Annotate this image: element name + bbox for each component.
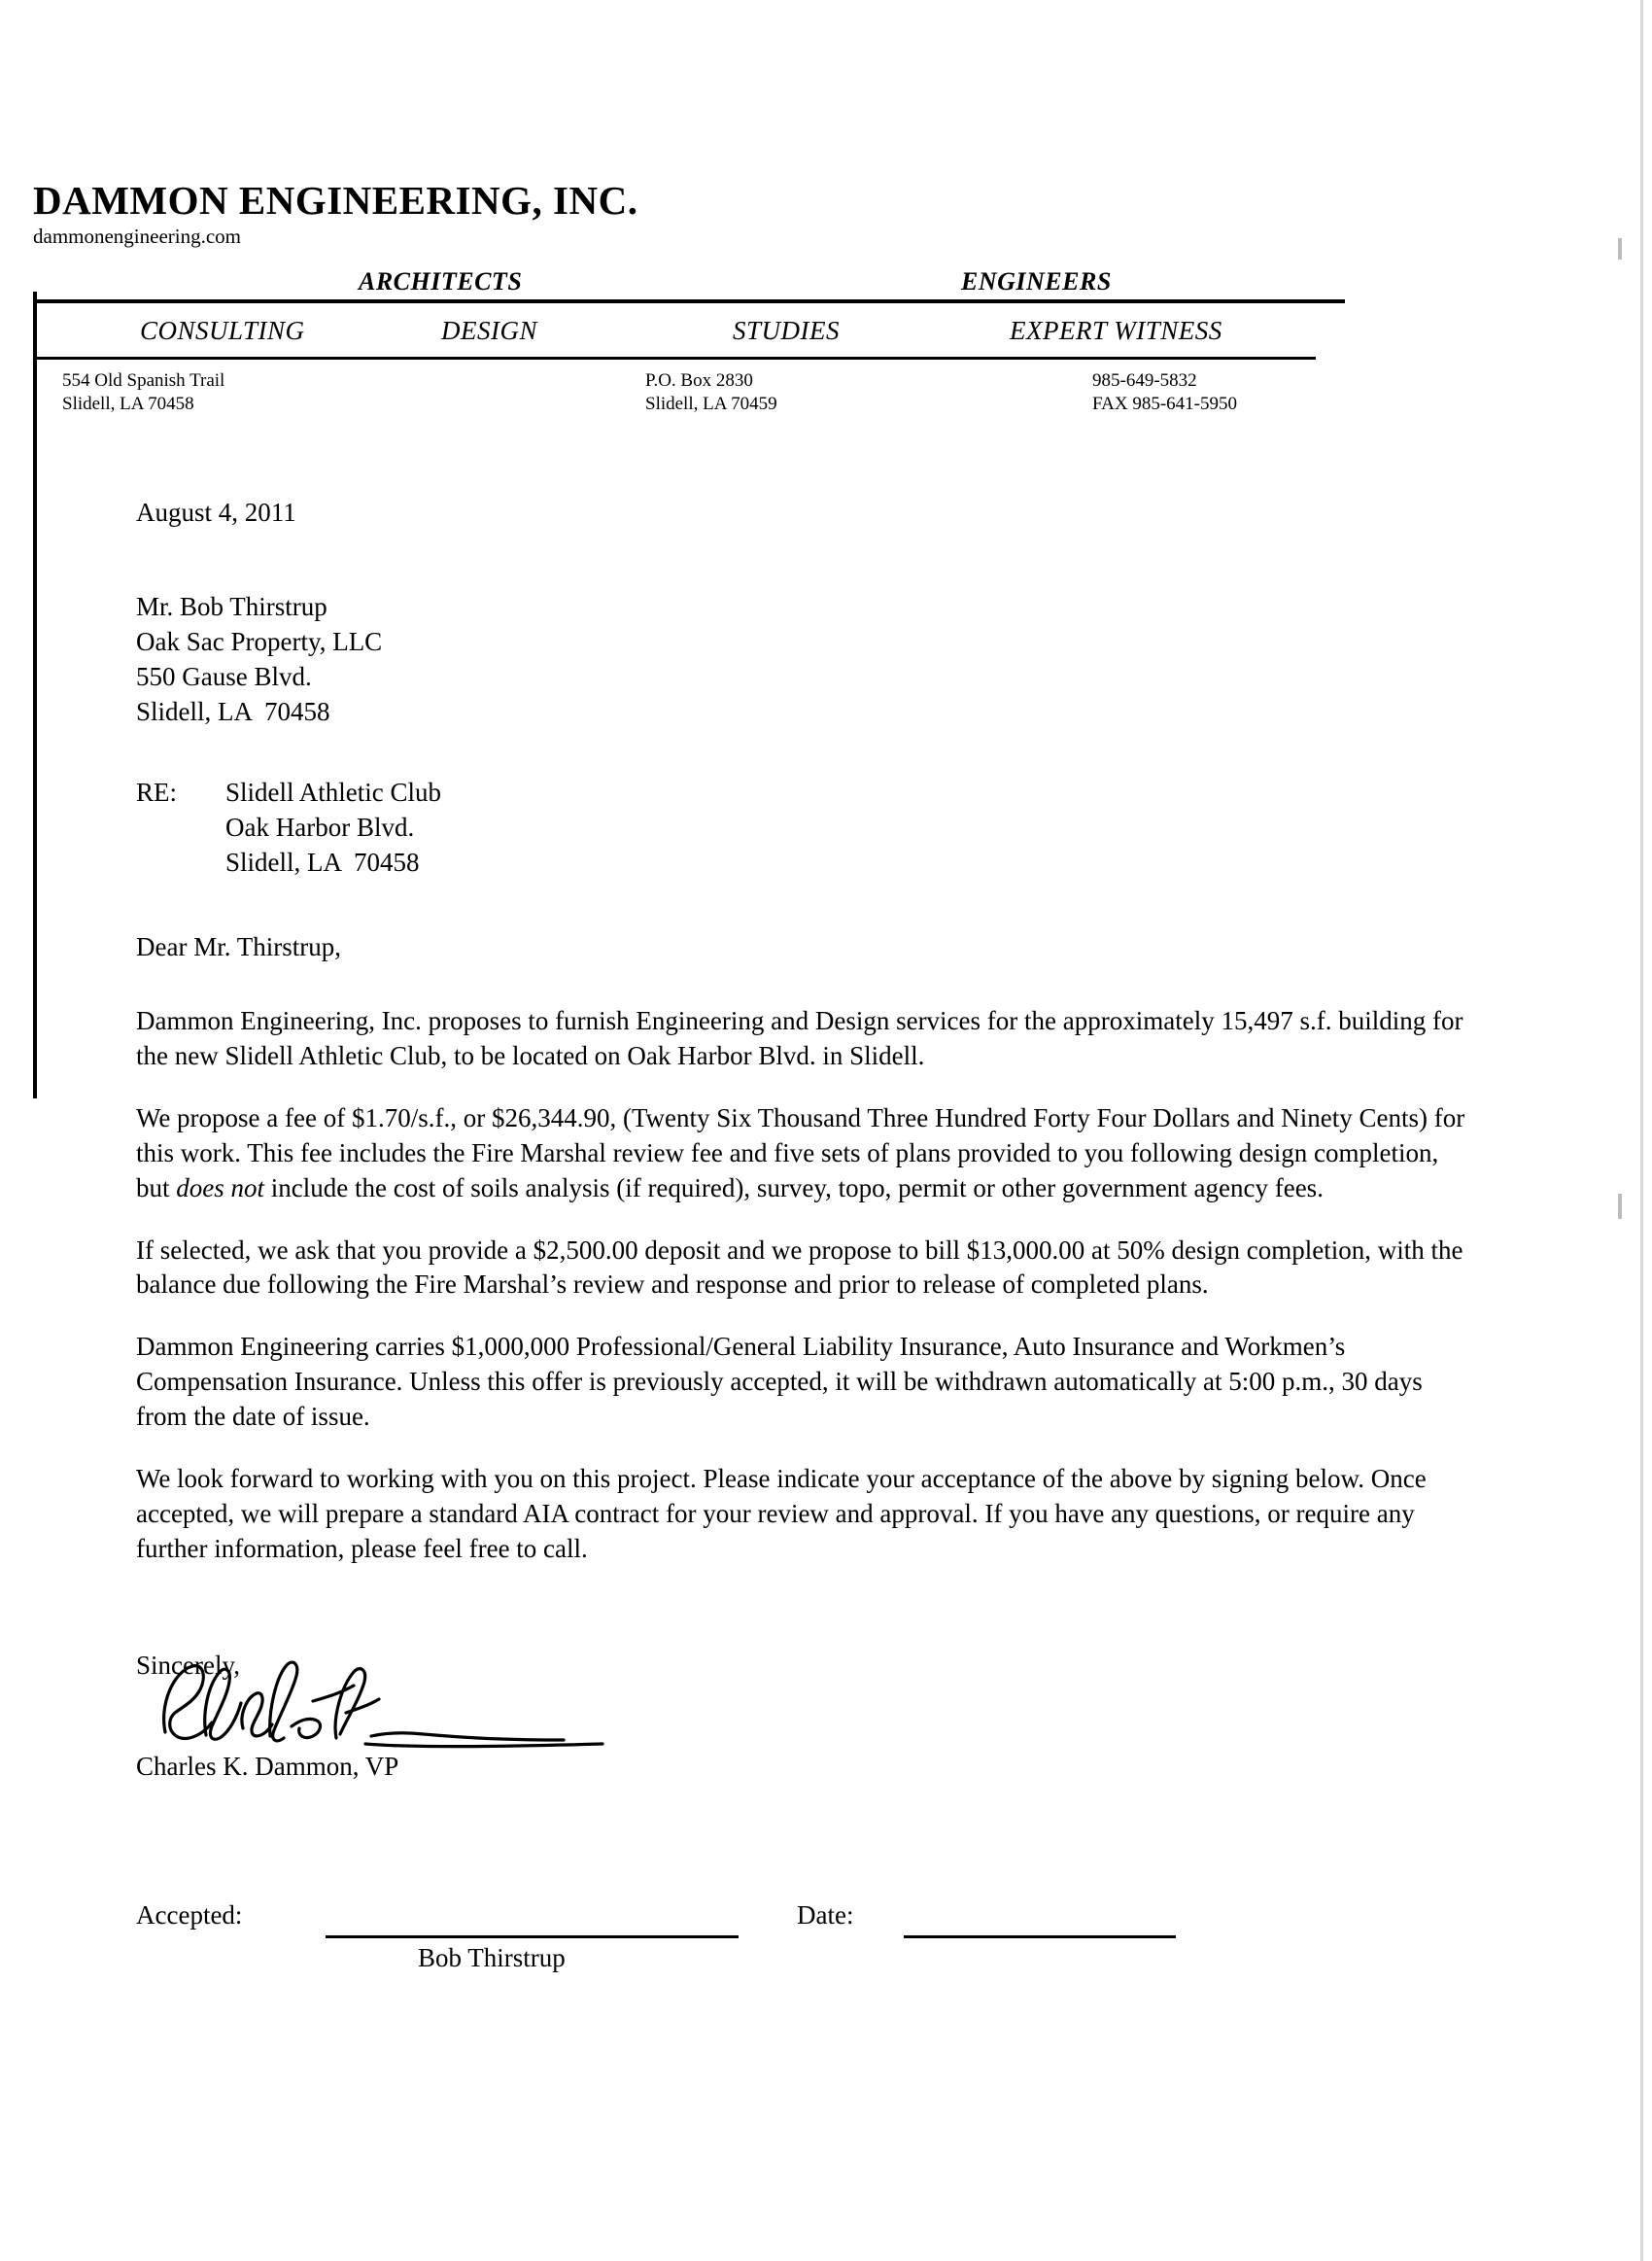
letterhead (33, 180, 1413, 248)
service-expert-witness: EXPERT WITNESS (1010, 316, 1222, 345)
paragraph-fee (136, 1101, 1467, 1206)
re-project-name: Slidell Athletic Club (225, 777, 441, 807)
recipient-name: Mr. Bob Thirstrup (136, 591, 327, 621)
recipient-street: 550 Gause Blvd. (136, 662, 312, 692)
service-design: DESIGN (441, 316, 537, 345)
services-row-primary (33, 267, 1413, 300)
phone-number: 985-649-5832 (1092, 370, 1197, 391)
signer-name-title: Charles K. Dammon, VP (136, 1752, 399, 1781)
scan-speck (1618, 238, 1622, 260)
re-lines (225, 775, 441, 881)
recipient-company: Oak Sac Property, LLC (136, 627, 383, 657)
re-label: RE: (136, 777, 178, 807)
accepted-signer-name: Bob Thirstrup (418, 1943, 566, 1972)
paragraph-insurance: Dammon Engineering carries $1,000,000 Professional/General Liability Insurance, Auto Insurance and Workmen’s Compensation Insurance. Unless this offer is previously accepted, it will be withdrawn automatically at 5:00 p.m., 30 days from the date of issue. (136, 1332, 1423, 1432)
date-label: Date: (797, 1900, 854, 1930)
fax-number: FAX 985-641-5950 (1092, 394, 1238, 415)
paragraph-fee-part2: include the cost of soils analysis (if required), survey, topo, permit or other government agency fees. (264, 1172, 1324, 1202)
accepted-label: Accepted: (136, 1900, 243, 1930)
letterhead-contact-block (33, 369, 1413, 424)
scan-speck (1618, 1194, 1622, 1219)
services-row-secondary (33, 316, 1413, 349)
company-website: dammonengineering.com (33, 225, 242, 249)
service-engineers: ENGINEERS (961, 267, 1112, 296)
street-address (62, 369, 224, 417)
scan-edge-artifact (1640, 0, 1643, 2261)
signature-mark (146, 1643, 690, 1769)
header-rule-bottom (33, 357, 1316, 360)
paragraph-fee-part1: We propose a fee of $1.70/s.f., or $26,344.90, (Twenty Six Thousand Three Hundred Forty Four Dollars and Ninety Cents) for this work. This fee includes the Fire Marshal review fee and five sets of plans provided to you following design completion, but (136, 1102, 1465, 1202)
mailing-address (645, 369, 777, 417)
mailing-address-line2: Slidell, LA 70459 (645, 394, 777, 415)
letter-date: August 4, 2011 (136, 498, 296, 527)
letter-body (136, 496, 1467, 1594)
closing-salutation: Sincerely, (136, 1651, 240, 1680)
service-architects: ARCHITECTS (359, 267, 523, 296)
service-studies: STUDIES (733, 316, 840, 345)
paragraph-closing-remarks: We look forward to working with you on this project. Please indicate your acceptance of the above by signing below. Once accepted, we will prepare a standard AIA contract for your review and approval. If you have any questions, or require any further information, please feel free to call. (136, 1464, 1427, 1563)
salutation: Dear Mr. Thirstrup, (136, 932, 341, 962)
company-name: DAMMON ENGINEERING, INC. (33, 178, 638, 223)
street-address-line1: 554 Old Spanish Trail (62, 370, 225, 391)
street-address-line2: Slidell, LA 70458 (62, 394, 194, 415)
paragraph-scope: Dammon Engineering, Inc. proposes to furnish Engineering and Design services for the approximately 15,497 s.f. building for the new Slidell Athletic Club, to be located on Oak Harbor Blvd. in Slidell. (136, 1006, 1463, 1070)
recipient-city-state-zip: Slidell, LA 70458 (136, 697, 330, 727)
re-project-city: Slidell, LA 70458 (225, 847, 420, 877)
date-signature-line[interactable] (904, 1935, 1176, 1938)
paragraph-fee-emphasis: does not (176, 1172, 265, 1202)
re-project-street: Oak Harbor Blvd. (225, 812, 415, 842)
phone-block (1092, 369, 1237, 417)
paragraph-payment: If selected, we ask that you provide a $2,500.00 deposit and we propose to bill $13,000.00 at 50% design completion, with the balance due following the Fire Marshal’s review and response and prior to release of completed plans. (136, 1235, 1463, 1300)
mailing-address-line1: P.O. Box 2830 (645, 370, 753, 391)
service-consulting: CONSULTING (140, 316, 305, 345)
accepted-signature-line[interactable] (326, 1935, 739, 1938)
re-block (136, 775, 1467, 881)
header-rule-top (33, 299, 1345, 303)
recipient-address (136, 589, 1467, 730)
